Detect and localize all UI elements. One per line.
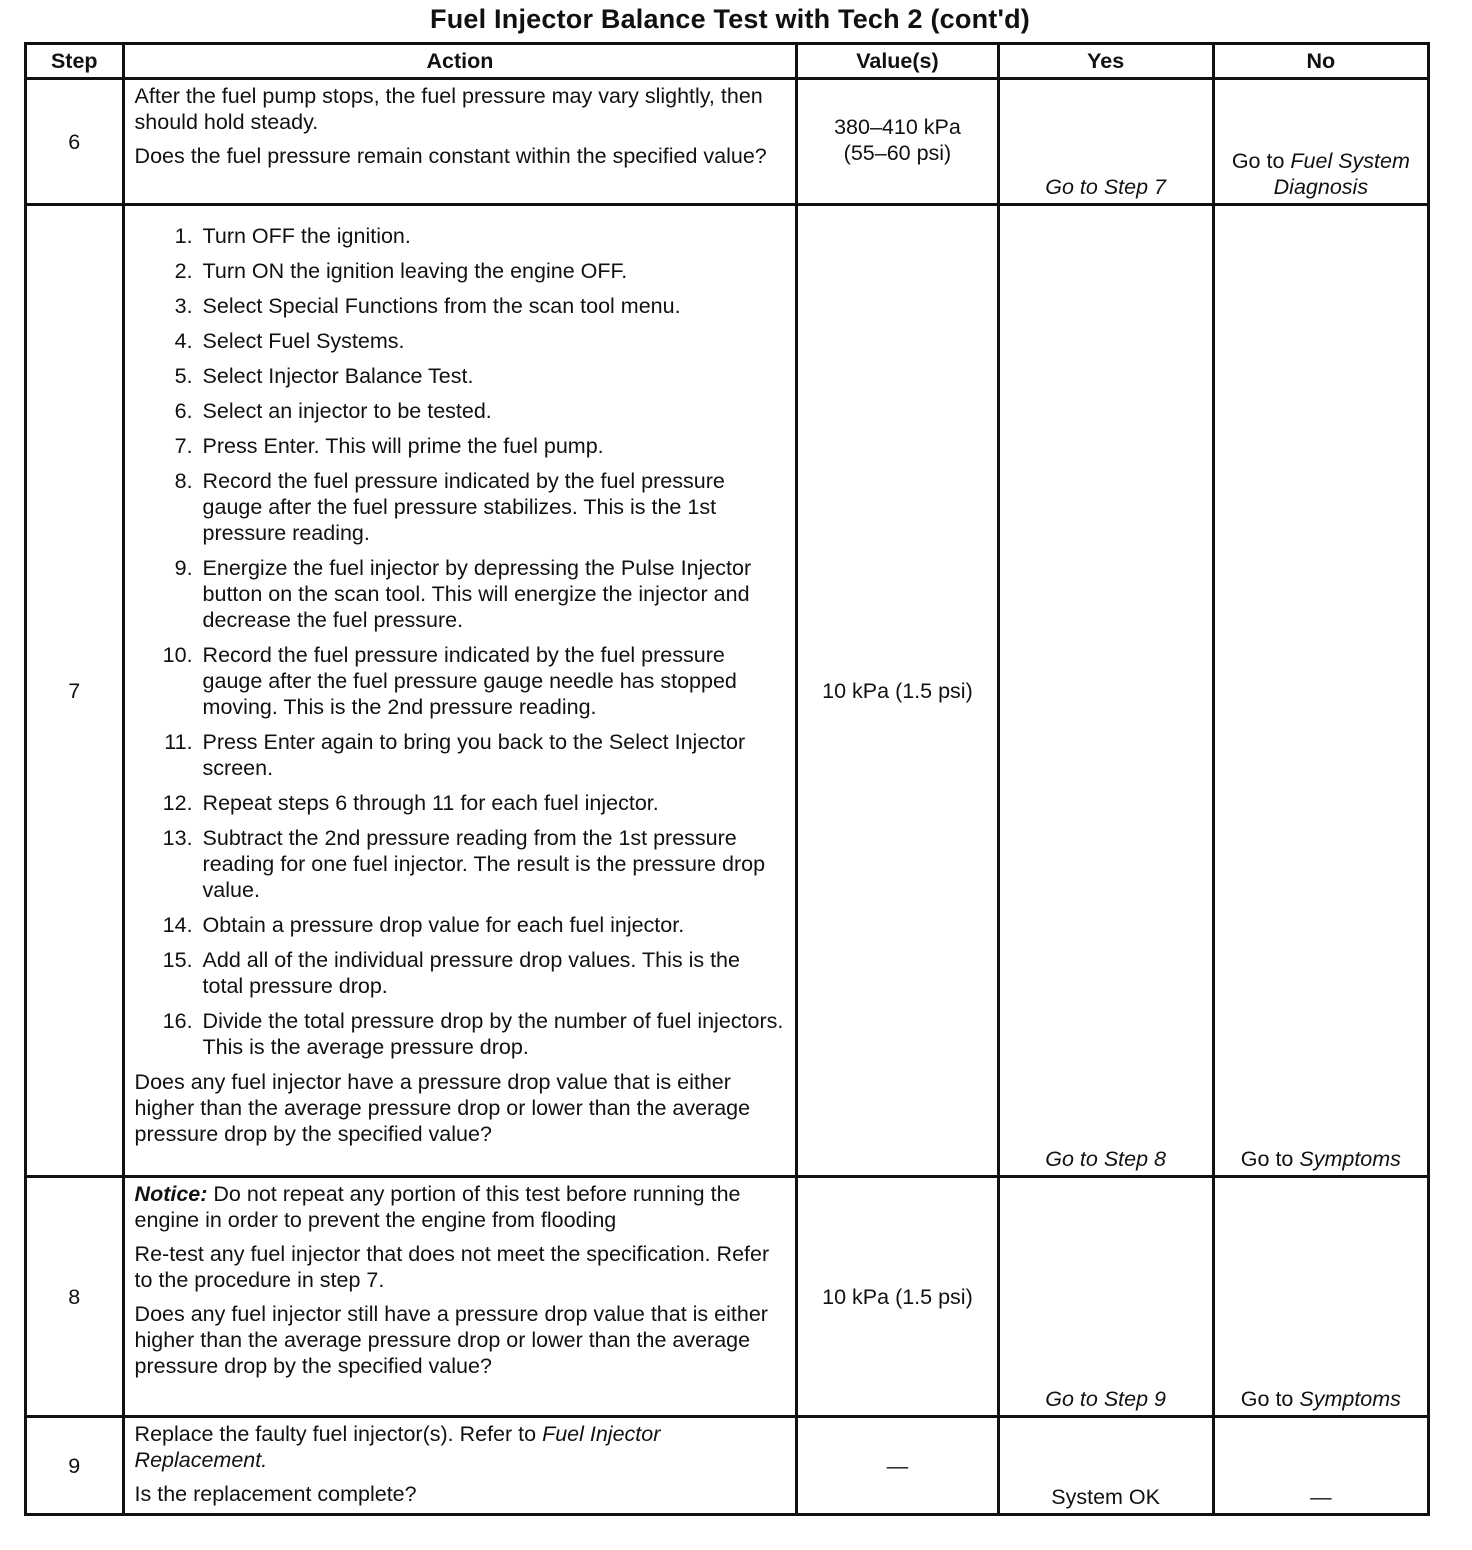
yes-cell	[998, 1177, 1213, 1417]
table-row-step-6	[26, 79, 1429, 205]
procedure-item-number: 12.	[162, 791, 193, 815]
notice-paragraph	[135, 1181, 786, 1233]
yes-link[interactable]: Go to Step 7	[1045, 175, 1166, 199]
procedure-item	[135, 468, 786, 546]
table-header-row	[26, 44, 1429, 79]
header-action: Action	[123, 44, 797, 79]
no-prefix: Go to	[1231, 149, 1285, 173]
action-question: Is the replacement complete?	[134, 1482, 417, 1506]
procedure-item-number: 2.	[174, 259, 193, 283]
procedure-item	[135, 328, 786, 354]
procedure-item-text: Record the fuel pressure indicated by the fuel pressure gauge after the fuel pressure gauge needle has stopped moving. This is the 2nd pressure reading.	[202, 643, 737, 719]
no-link[interactable]: Symptoms	[1299, 1387, 1401, 1411]
procedure-item-number: 6.	[174, 399, 193, 423]
procedure-item	[135, 293, 786, 319]
procedure-item	[135, 223, 786, 249]
action-text	[135, 1421, 786, 1473]
yes-cell	[998, 1417, 1213, 1515]
procedure-item-number: 3.	[174, 294, 193, 318]
procedure-item	[135, 790, 786, 816]
page-title: Fuel Injector Balance Test with Tech 2 (cont'd)	[430, 4, 1030, 34]
header-yes: Yes	[998, 44, 1213, 79]
procedure-item	[135, 433, 786, 459]
procedure-item-number: 11.	[164, 730, 193, 754]
yes-cell	[998, 205, 1213, 1177]
table-row-step-7	[26, 205, 1429, 1177]
no-prefix: Go to	[1240, 1387, 1294, 1411]
procedure-list	[135, 223, 786, 1060]
action-cell	[123, 1177, 797, 1417]
procedure-item	[135, 363, 786, 389]
notice-label: Notice:	[134, 1182, 208, 1206]
procedure-item-text: Obtain a pressure drop value for each fuel injector.	[202, 913, 685, 937]
procedure-item-text: Press Enter. This will prime the fuel pump.	[202, 434, 604, 458]
no-link[interactable]: Fuel System Diagnosis	[1273, 149, 1410, 199]
procedure-item-number: 15.	[162, 948, 193, 972]
procedure-item	[135, 947, 786, 999]
procedure-item	[135, 729, 786, 781]
procedure-item-number: 1.	[174, 224, 193, 248]
procedure-item-text: Turn ON the ignition leaving the engine OFF.	[202, 259, 628, 283]
procedure-item-number: 8.	[174, 469, 193, 493]
action-prefix: Replace the faulty fuel injector(s). Refer to	[134, 1422, 537, 1446]
action-text: After the fuel pump stops, the fuel pressure may vary slightly, then should hold steady.	[134, 84, 763, 134]
table-row-step-9	[26, 1417, 1429, 1515]
action-cell	[123, 79, 797, 205]
step-number: 7	[26, 205, 124, 1177]
step-number: 9	[26, 1417, 124, 1515]
procedure-item-text: Select Injector Balance Test.	[202, 364, 474, 388]
procedure-item-text: Divide the total pressure drop by the number of fuel injectors. This is the average pressure drop.	[202, 1009, 784, 1059]
procedure-item-number: 4.	[174, 329, 193, 353]
procedure-item-number: 13.	[162, 826, 193, 850]
procedure-item-number: 14.	[162, 913, 193, 937]
no-link[interactable]: Symptoms	[1299, 1147, 1401, 1171]
procedure-item-text: Repeat steps 6 through 11 for each fuel injector.	[202, 791, 659, 815]
procedure-item	[135, 825, 786, 903]
action-text: Re-test any fuel injector that does not meet the specification. Refer to the procedure in step 7.	[134, 1242, 770, 1292]
step-number: 8	[26, 1177, 124, 1417]
procedure-item-text: Turn OFF the ignition.	[202, 224, 411, 248]
procedure-item	[135, 912, 786, 938]
procedure-item-number: 16.	[162, 1009, 193, 1033]
procedure-item	[135, 398, 786, 424]
procedure-item-text: Select Special Functions from the scan tool menu.	[202, 294, 681, 318]
procedure-item-text: Energize the fuel injector by depressing the Pulse Injector button on the scan tool. This will energize the injector and decrease the fuel pressure.	[202, 556, 752, 632]
yes-link[interactable]: Go to Step 8	[1045, 1147, 1166, 1171]
table-row-step-8	[26, 1177, 1429, 1417]
procedure-item-text: Record the fuel pressure indicated by the fuel pressure gauge after the fuel pressure stabilizes. This is the 1st pressure reading.	[202, 469, 725, 545]
procedure-item-text: Select Fuel Systems.	[202, 329, 405, 353]
no-text: —	[1310, 1485, 1332, 1509]
no-cell	[1213, 1177, 1428, 1417]
yes-link[interactable]: Go to Step 9	[1045, 1387, 1166, 1411]
notice-text: Do not repeat any portion of this test before running the engine in order to prevent the engine from flooding	[134, 1182, 741, 1232]
action-question: Does any fuel injector still have a pressure drop value that is either higher than the average pressure drop or lower than the average pressure drop by the specified value?	[134, 1302, 768, 1378]
header-step: Step	[26, 44, 124, 79]
procedure-item-number: 10.	[162, 643, 193, 667]
action-cell	[123, 205, 797, 1177]
value-cell	[797, 79, 998, 205]
procedure-item-text: Press Enter again to bring you back to the Select Injector screen.	[202, 730, 746, 780]
no-cell	[1213, 1417, 1428, 1515]
diagnostic-table	[24, 42, 1430, 1516]
procedure-item-number: 9.	[174, 556, 193, 580]
procedure-item	[135, 258, 786, 284]
procedure-item-text: Subtract the 2nd pressure reading from the 1st pressure reading for one fuel injector. The result is the pressure drop value.	[202, 826, 766, 902]
procedure-item-text: Select an injector to be tested.	[202, 399, 492, 423]
action-cell	[123, 1417, 797, 1515]
procedure-item	[135, 1008, 786, 1060]
procedure-item-number: 7.	[174, 434, 193, 458]
yes-cell	[998, 79, 1213, 205]
no-cell	[1213, 205, 1428, 1177]
step-number: 6	[26, 79, 124, 205]
procedure-item	[135, 642, 786, 720]
header-values: Value(s)	[797, 44, 998, 79]
action-question: Does any fuel injector have a pressure drop value that is either higher than the average pressure drop or lower than the average pressure drop by the specified value?	[134, 1070, 751, 1146]
header-no: No	[1213, 44, 1428, 79]
action-link[interactable]: Fuel Injector Replacement.	[134, 1422, 661, 1472]
value-cell: 10 kPa (1.5 psi)	[797, 1177, 998, 1417]
no-prefix: Go to	[1240, 1147, 1294, 1171]
procedure-item-number: 5.	[174, 364, 193, 388]
no-cell	[1213, 79, 1428, 205]
value-line: (55–60 psi)	[843, 141, 952, 165]
value-cell: 10 kPa (1.5 psi)	[797, 205, 998, 1177]
procedure-item-text: Add all of the individual pressure drop values. This is the total pressure drop.	[202, 948, 740, 998]
action-question: Does the fuel pressure remain constant within the specified value?	[134, 144, 767, 168]
value-cell: —	[797, 1417, 998, 1515]
value-line: 380–410 kPa	[834, 115, 961, 139]
yes-text: System OK	[1051, 1485, 1160, 1509]
procedure-item	[135, 555, 786, 633]
